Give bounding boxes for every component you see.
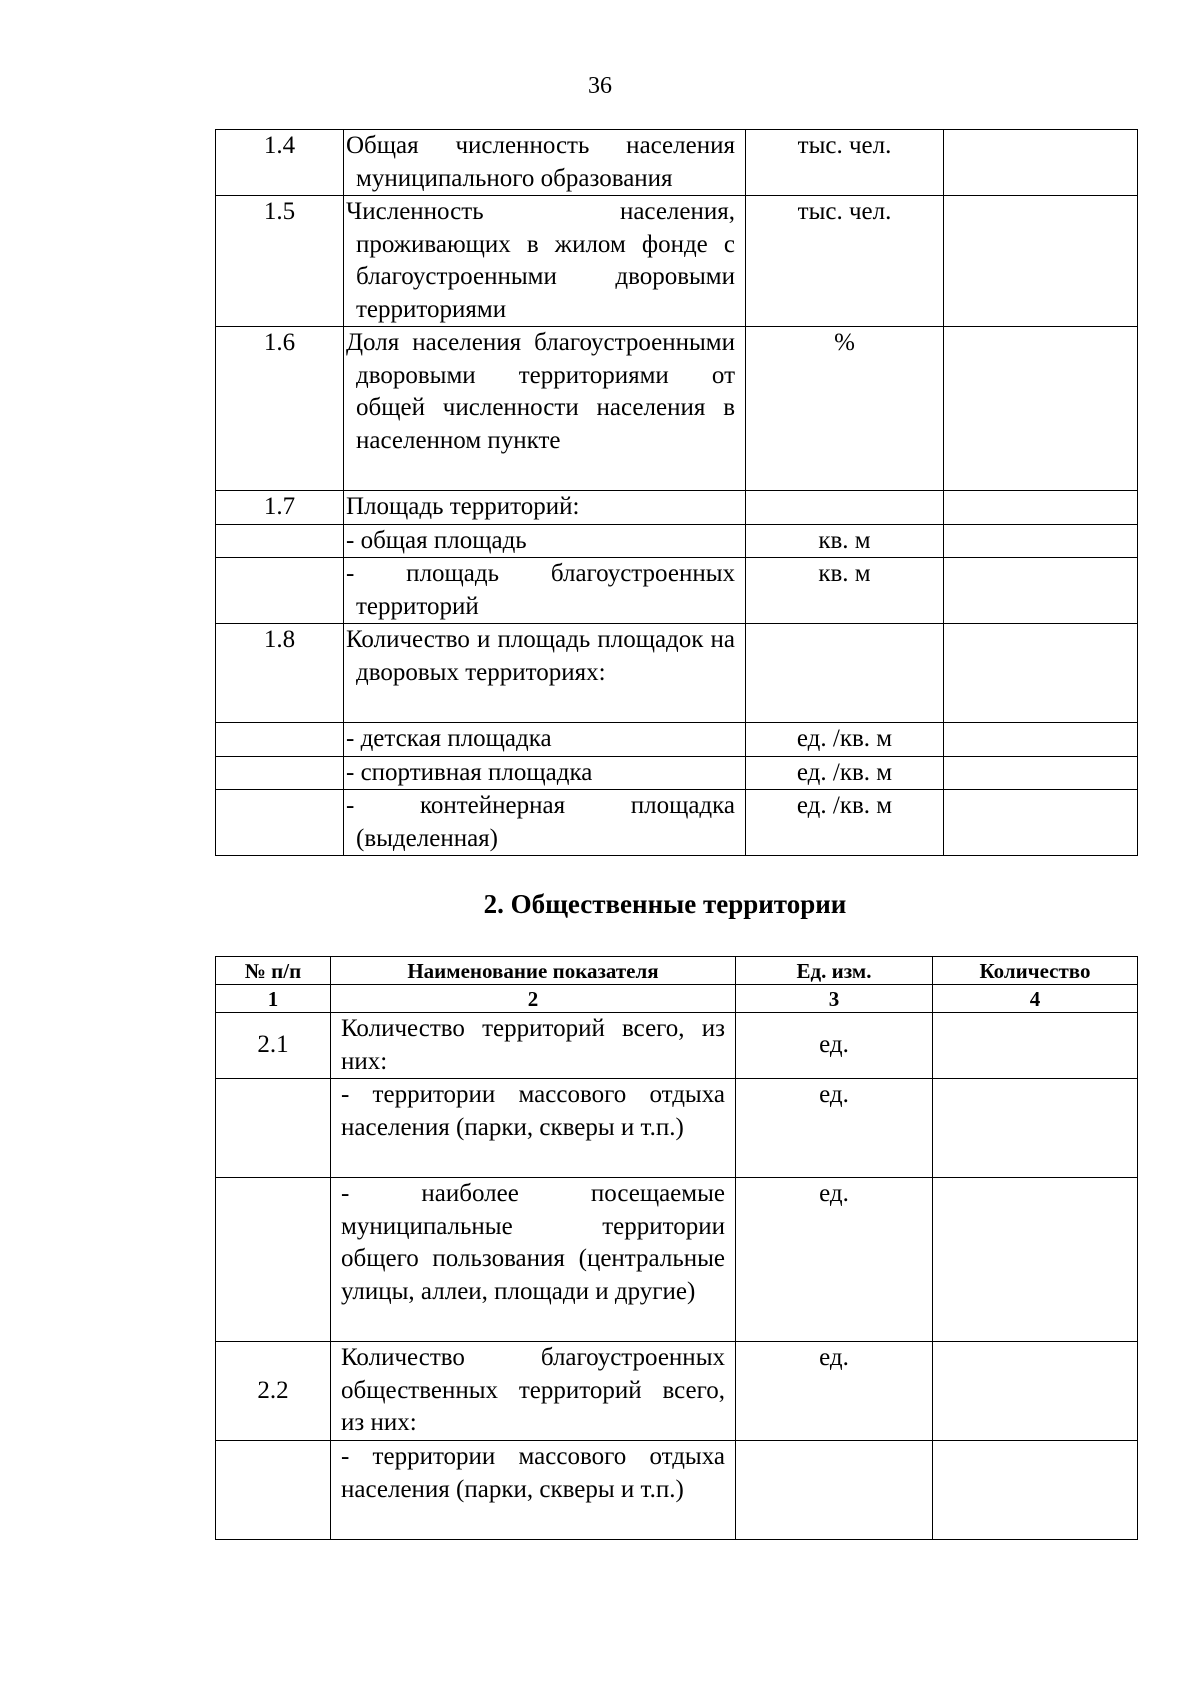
- indicator-name: Площадь территорий:: [344, 491, 746, 525]
- indicator-name: - территории массового отдыха населения (парки, скверы и т.п.): [331, 1079, 736, 1178]
- row-number: [216, 1079, 331, 1178]
- indicators-table-yards: [215, 129, 1138, 856]
- table-row: [216, 327, 1138, 491]
- header-quantity: Количество: [933, 957, 1138, 985]
- column-number: 2: [331, 985, 736, 1013]
- value-cell: [944, 327, 1138, 491]
- indicator-name: - наиболее посещаемые муниципальные территории общего пользования (центральные улицы, аллеи, площади и другие): [331, 1178, 736, 1342]
- unit-of-measure: [746, 491, 944, 525]
- row-number: [216, 1178, 331, 1342]
- indicator-name: Доля населения благоустроенными дворовыми территориями от общей численности населения в населенном пункте: [344, 327, 746, 491]
- row-number: [216, 524, 344, 558]
- indicator-name: Количество и площадь площадок на дворовых территориях:: [344, 624, 746, 723]
- unit-of-measure: [736, 1441, 933, 1540]
- value-cell: [944, 723, 1138, 757]
- unit-of-measure: ед.: [736, 1079, 933, 1178]
- table-row: [216, 624, 1138, 723]
- table-row: [216, 1342, 1138, 1441]
- header-unit: Ед. изм.: [736, 957, 933, 985]
- value-cell: [933, 1013, 1138, 1079]
- header-indicator-name: Наименование показателя: [331, 957, 736, 985]
- unit-of-measure: ед.: [736, 1342, 933, 1441]
- column-number: 1: [216, 985, 331, 1013]
- row-number: 2.1: [216, 1013, 331, 1079]
- value-cell: [944, 624, 1138, 723]
- unit-of-measure: ед. /кв. м: [746, 790, 944, 856]
- table-row: [216, 1178, 1138, 1342]
- row-number: 1.8: [216, 624, 344, 723]
- table-row: [216, 130, 1138, 196]
- indicator-name: Численность населения, проживающих в жилом фонде с благоустроенными дворовыми территориями: [344, 196, 746, 327]
- row-number: [216, 756, 344, 790]
- header-number: № п/п: [216, 957, 331, 985]
- unit-of-measure: кв. м: [746, 524, 944, 558]
- row-number: [216, 1441, 331, 1540]
- indicator-name: - общая площадь: [344, 524, 746, 558]
- unit-of-measure: тыс. чел.: [746, 196, 944, 327]
- row-number: 1.7: [216, 491, 344, 525]
- row-number: 2.2: [216, 1342, 331, 1441]
- value-cell: [933, 1342, 1138, 1441]
- table-row: [216, 756, 1138, 790]
- indicator-name: - площадь благоустроенных территорий: [344, 558, 746, 624]
- column-numbers-row: [216, 985, 1138, 1013]
- table-row: [216, 1013, 1138, 1079]
- row-number: [216, 723, 344, 757]
- unit-of-measure: ед.: [736, 1178, 933, 1342]
- table-row: [216, 196, 1138, 327]
- row-number: 1.4: [216, 130, 344, 196]
- table-row: [216, 558, 1138, 624]
- table-row: [216, 1079, 1138, 1178]
- row-number: 1.5: [216, 196, 344, 327]
- indicator-name: Общая численность населения муниципального образования: [344, 130, 746, 196]
- indicator-name: - детская площадка: [344, 723, 746, 757]
- section-title: 2. Общественные территории: [483, 889, 847, 919]
- value-cell: [944, 790, 1138, 856]
- indicators-table-public: [215, 956, 1138, 1540]
- value-cell: [944, 491, 1138, 525]
- column-number: 4: [933, 985, 1138, 1013]
- row-number: 1.6: [216, 327, 344, 491]
- unit-of-measure: %: [746, 327, 944, 491]
- unit-of-measure: ед. /кв. м: [746, 756, 944, 790]
- indicator-name: - спортивная площадка: [344, 756, 746, 790]
- indicator-name: Количество благоустроенных общественных территорий всего, из них:: [331, 1342, 736, 1441]
- value-cell: [944, 756, 1138, 790]
- value-cell: [933, 1079, 1138, 1178]
- column-number: 3: [736, 985, 933, 1013]
- value-cell: [933, 1441, 1138, 1540]
- table-header-row: [216, 957, 1138, 985]
- indicator-name: - территории массового отдыха населения (парки, скверы и т.п.): [331, 1441, 736, 1540]
- unit-of-measure: кв. м: [746, 558, 944, 624]
- table-row: [216, 524, 1138, 558]
- unit-of-measure: [746, 624, 944, 723]
- value-cell: [944, 558, 1138, 624]
- unit-of-measure: ед. /кв. м: [746, 723, 944, 757]
- value-cell: [944, 130, 1138, 196]
- value-cell: [933, 1178, 1138, 1342]
- page-number: 36: [588, 73, 612, 99]
- unit-of-measure: тыс. чел.: [746, 130, 944, 196]
- indicator-name: - контейнерная площадка (выделенная): [344, 790, 746, 856]
- indicator-name: Количество территорий всего, из них:: [331, 1013, 736, 1079]
- unit-of-measure: ед.: [736, 1013, 933, 1079]
- table-row: [216, 491, 1138, 525]
- table-row: [216, 1441, 1138, 1540]
- value-cell: [944, 196, 1138, 327]
- table-row: [216, 723, 1138, 757]
- row-number: [216, 790, 344, 856]
- value-cell: [944, 524, 1138, 558]
- row-number: [216, 558, 344, 624]
- table-row: [216, 790, 1138, 856]
